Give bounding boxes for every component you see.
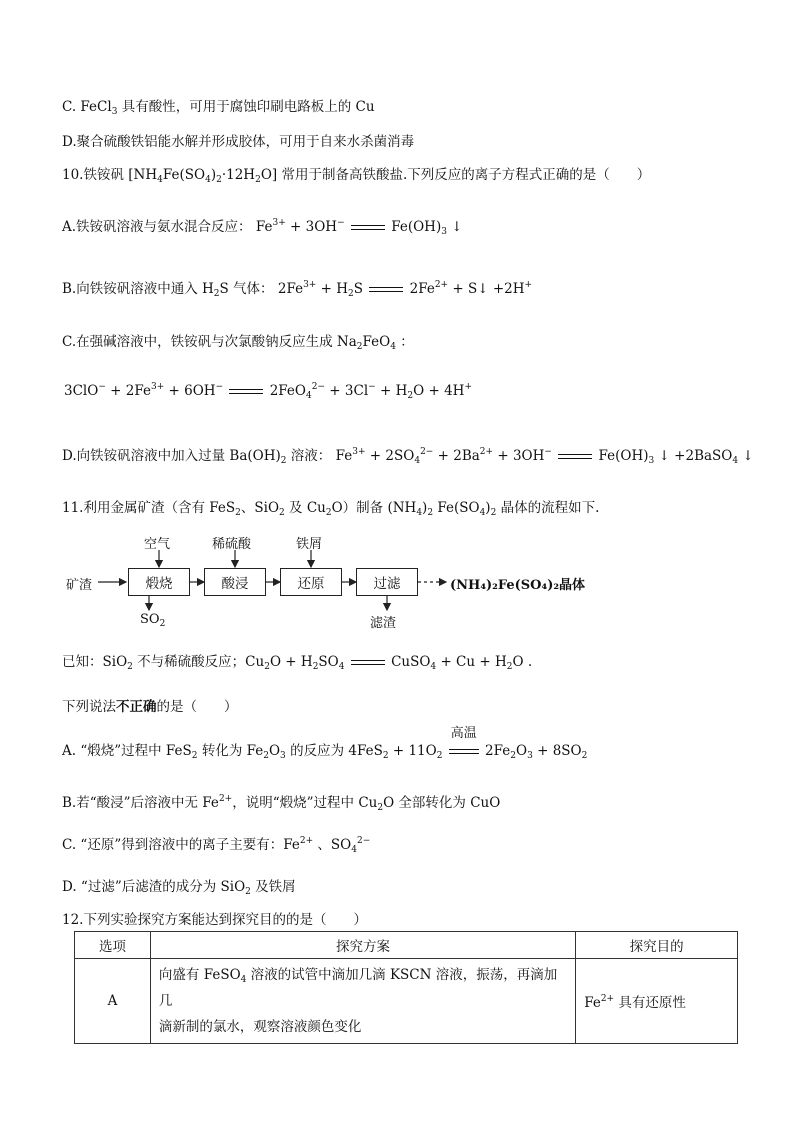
q10-option-b: B.向铁铵矾溶液中通入 $H_2S$ 气体： $2Fe^{3+} + H_2S$ $2Fe^{2+}$ + S↓ +2H+	[62, 280, 533, 299]
q11-question: 下列说法不正确的是（ ）	[62, 699, 238, 715]
q11-option-d: D. “过滤”后滤渣的成分为 SiO$_2$ 及铁屑	[62, 879, 296, 897]
flow-step-reduce: 还原	[280, 568, 342, 596]
q10-option-d: D.向铁铵矾溶液中加入过量 $Ba(OH)_2$ 溶液： $Fe^{3+} + 2SO_4^{2-} + 2Ba^{2+} + 3OH^-$ $Fe(OH)_3$ ↓ +2BaSO$_4$ ↓	[62, 447, 754, 466]
q12-stem: 12.下列实验探究方案能达到探究目的的是（ ）	[62, 912, 367, 928]
table-cell-option: A	[75, 959, 151, 1044]
process-flow-diagram	[62, 530, 622, 630]
equals-arrow-icon	[351, 225, 385, 230]
equals-arrow-icon	[558, 454, 592, 459]
flow-bottom-label-so2: $SO_2$	[140, 612, 166, 629]
table-cell-plan: 向盛有 FeSO$_4$ 溶液的试管中滴加几滴 KSCN 溶液，振荡，再滴加几 滴新制的氯水，观察溶液颜色变化	[150, 959, 575, 1044]
q10-option-c-equation: $3ClO^- + 2Fe^{3+} + 6OH^-$ $2FeO_4^{2-} + 3Cl^- + H_2O + 4H^+$	[64, 382, 472, 401]
flow-output-label: (NH₄)₂Fe(SO₄)₂晶体	[450, 578, 586, 593]
flow-step-calcine: 煅烧	[128, 568, 190, 596]
equals-arrow-icon	[351, 660, 385, 665]
q9-option-d: D.聚合硫酸铁铝能水解并形成胶体，可用于自来水杀菌消毒	[62, 134, 415, 150]
flow-input-label: 矿渣	[66, 578, 93, 593]
flow-top-label-air: 空气	[144, 537, 171, 552]
q12-experiment-table	[74, 931, 738, 1044]
equals-arrow-icon	[369, 287, 403, 292]
q11-known-info: 已知：SiO$_2$ 不与稀硫酸反应；$Cu_2O + H_2SO_4$ CuSO$_4$ + $Cu + H_2O$ .	[62, 654, 533, 672]
table-header-plan: 探究方案	[150, 932, 575, 959]
table-cell-goal: $Fe^{2+}$ 具有还原性	[576, 959, 738, 1044]
q11-stem: 11.利用金属矿渣（含有 FeS$_2$、SiO$_2$ 及 $Cu_2O$）制备 $(NH_4)_2$ $Fe(SO_4)_2$ 晶体的流程如下.	[62, 500, 600, 518]
q10-option-c: C.在强碱溶液中，铁铵矾与次氯酸钠反应生成 $Na_2FeO_4$ ：	[62, 334, 414, 352]
flow-bottom-label-residue: 滤渣	[370, 616, 397, 631]
q10-stem: 10.铁铵矾 $[NH_4Fe(SO_4)_2\cdot 12H_2O]$ 常用于制备高铁酸盐.下列反应的离子方程式正确的是（ ）	[62, 167, 651, 185]
flow-step-acid-leach: 酸浸	[204, 568, 266, 596]
table-row	[75, 959, 738, 1044]
equals-arrow-icon	[229, 389, 263, 394]
q11-option-a: A. “煅烧”过程中 FeS$_2$ 转化为 $Fe_2O_3$ 的反应为 $4FeS_2 + 11O_2$ 高温 $2Fe_2O_3 + 8SO_2$	[62, 726, 588, 761]
flow-top-label-iron: 铁屑	[296, 537, 323, 552]
flow-step-filter: 过滤	[356, 568, 418, 596]
q11-option-b: B.若“酸浸”后溶液中无 $Fe^{2+}$，说明“煅烧”过程中 $Cu_2O$ 全部转化为 CuO	[62, 794, 501, 813]
high-temperature-condition: 高温	[449, 742, 479, 760]
table-header-option: 选项	[75, 932, 151, 959]
q11-option-c: C. “还原”得到溶液中的离子主要有：$Fe^{2+}$ 、$SO_4^{2-}$	[62, 836, 371, 855]
table-header-row	[75, 932, 738, 959]
q9-option-c: C. FeCl$_3$ 具有酸性，可用于腐蚀印刷电路板上的 Cu	[62, 99, 375, 117]
flow-top-label-acid: 稀硫酸	[212, 537, 252, 552]
table-header-goal: 探究目的	[576, 932, 738, 959]
q10-option-a: A.铁铵矾溶液与氨水混合反应： $Fe^{3+} + 3OH^-$ $Fe(OH)_3$ ↓	[62, 218, 463, 237]
